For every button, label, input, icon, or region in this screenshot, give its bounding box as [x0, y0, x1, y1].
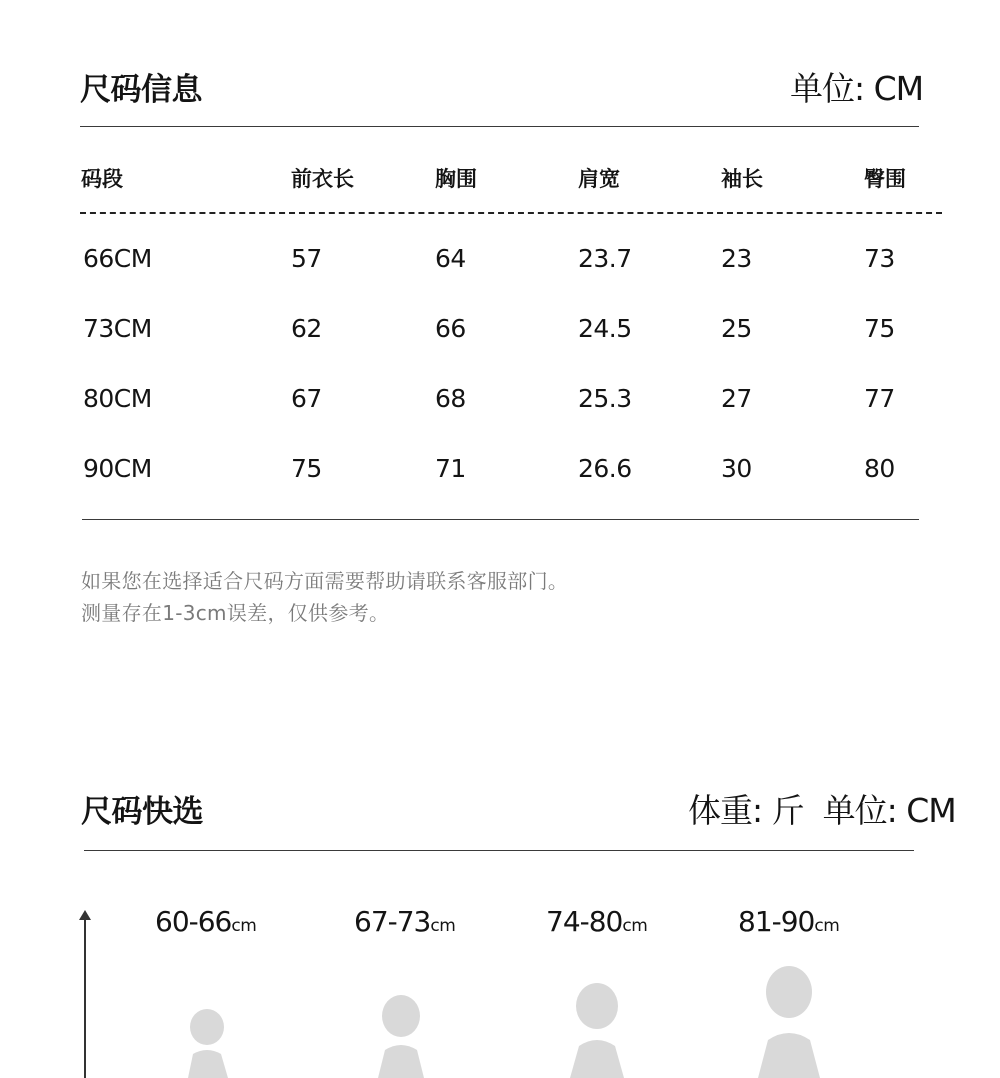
- table-cell: 27: [721, 384, 752, 413]
- top-divider: [80, 126, 919, 127]
- header-length: 前衣长: [291, 167, 354, 191]
- range-unit: cm: [814, 916, 840, 936]
- table-cell: 80: [864, 454, 895, 483]
- size-range-3: [546, 905, 647, 938]
- table-cell: 73: [864, 244, 895, 273]
- range-value: 81-90: [738, 905, 815, 938]
- header-size: 码段: [81, 167, 123, 191]
- header-dashed-divider: [80, 212, 942, 214]
- table-cell: 66CM: [83, 244, 152, 273]
- child-silhouette-icon: [366, 994, 436, 1078]
- table-cell: 75: [864, 314, 895, 343]
- table-cell: 25: [721, 314, 752, 343]
- size-info-title: 尺码信息: [80, 72, 202, 108]
- size-range-1: [155, 905, 256, 938]
- table-cell: 24.5: [578, 314, 632, 343]
- table-cell: 68: [435, 384, 466, 413]
- table-cell: 66: [435, 314, 466, 343]
- size-range-4: [738, 905, 839, 938]
- quick-select-unit: 体重: 斤 单位: CM: [688, 791, 956, 830]
- table-cell: 23: [721, 244, 752, 273]
- header-shoulder: 肩宽: [578, 167, 620, 191]
- quick-select-title: 尺码快选: [81, 794, 203, 830]
- table-cell: 64: [435, 244, 466, 273]
- table-cell: 26.6: [578, 454, 632, 483]
- range-value: 67-73: [354, 905, 431, 938]
- tolerance-note: 测量存在1-3cm误差，仅供参考。: [81, 601, 390, 625]
- range-unit: cm: [622, 916, 648, 936]
- size-info-unit: 单位: CM: [790, 69, 924, 108]
- table-cell: 62: [291, 314, 322, 343]
- quick-select-divider: [84, 850, 914, 851]
- table-cell: 67: [291, 384, 322, 413]
- child-silhouette-icon: [176, 1008, 240, 1078]
- table-cell: 73CM: [83, 314, 152, 343]
- range-unit: cm: [231, 916, 257, 936]
- header-sleeve: 袖长: [721, 167, 763, 191]
- child-silhouette-icon: [560, 982, 636, 1078]
- child-silhouette-icon: [748, 964, 832, 1078]
- height-axis: [84, 918, 86, 1078]
- header-hip: 臀围: [864, 167, 906, 191]
- range-value: 60-66: [155, 905, 232, 938]
- table-cell: 90CM: [83, 454, 152, 483]
- range-value: 74-80: [546, 905, 623, 938]
- table-cell: 80CM: [83, 384, 152, 413]
- help-note: 如果您在选择适合尺码方面需要帮助请联系客服部门。: [81, 569, 569, 593]
- header-chest: 胸围: [435, 167, 477, 191]
- table-cell: 71: [435, 454, 466, 483]
- table-bottom-divider: [82, 519, 919, 520]
- table-cell: 77: [864, 384, 895, 413]
- size-range-2: [354, 905, 455, 938]
- table-cell: 57: [291, 244, 322, 273]
- range-unit: cm: [430, 916, 456, 936]
- table-cell: 25.3: [578, 384, 632, 413]
- table-cell: 30: [721, 454, 752, 483]
- table-cell: 75: [291, 454, 322, 483]
- table-cell: 23.7: [578, 244, 632, 273]
